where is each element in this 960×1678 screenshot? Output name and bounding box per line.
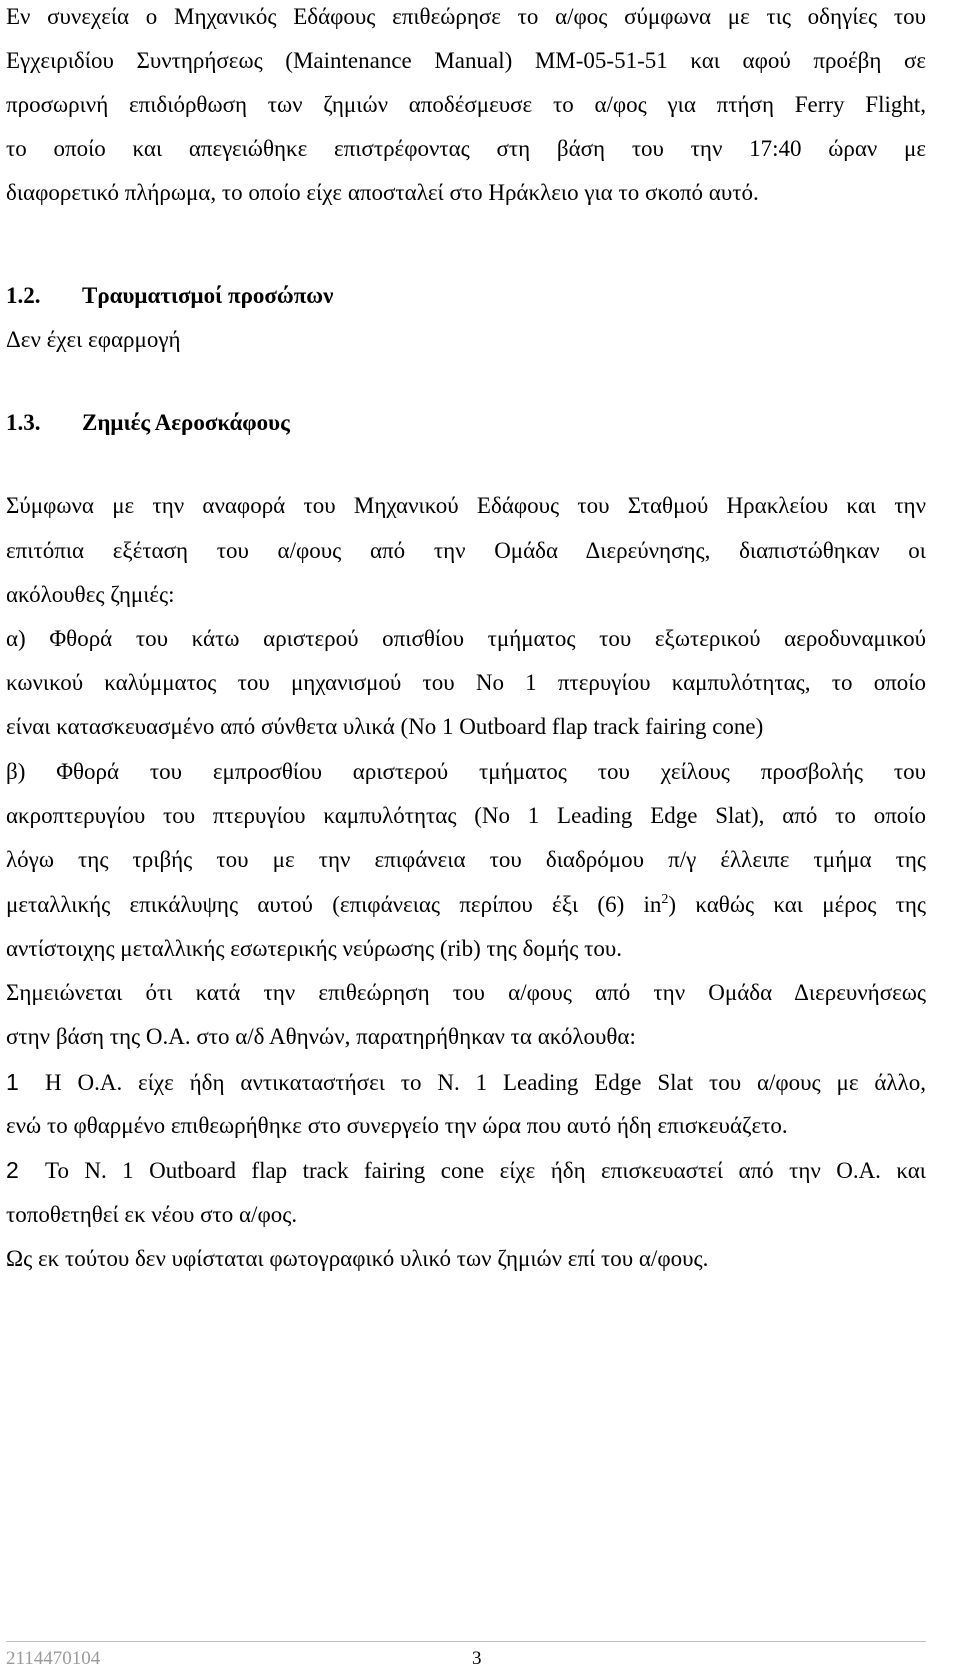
note-line-2: στην βάση της Ο.Α. στο α/δ Αθηνών, παρατηρήθηκαν τα ακόλουθα: [6, 1024, 636, 1049]
section-1-3-title: Ζημιές Αεροσκάφους [82, 410, 290, 435]
damage-b-line-3: λόγω της τριβής του με την επιφάνεια του διαδρόμου π/γ έλλειπε τμήμα της [6, 847, 926, 872]
section-1-2-number: 1.2. [6, 283, 41, 308]
section-1-3-intro-line-2: επιτόπια εξέταση του α/φους από την Ομάδα Διερεύνησης, διαπιστώθηκαν οι [6, 538, 926, 563]
footer-page-number: 3 [472, 1648, 482, 1669]
damage-b-line-4 [6, 890, 926, 920]
damage-a-line-1: α) Φθορά του κάτω αριστερού οπισθίου τμήματος του εξωτερικού αεροδυναμικού [6, 626, 926, 651]
superscript-2: 2 [661, 892, 669, 907]
note-line-1: Σημειώνεται ότι κατά την επιθεώρηση του α/φους από την Ομάδα Διερευνήσεως [6, 980, 926, 1005]
damage-b-line-4-text: μεταλλικής επικάλυψης αυτού (επιφάνειας περίπου έξι (6) in [6, 892, 662, 917]
observation-2-text: Το Ν. 1 Outboard flap track fairing cone είχε ήδη επισκευαστεί από την Ο.Α. και [45, 1158, 926, 1183]
damage-b-line-2: ακροπτερυγίου του πτερυγίου καμπυλότητας (No 1 Leading Edge Slat), από το οποίο [6, 803, 926, 828]
footer-divider [6, 1641, 926, 1642]
intro-line-1: Εν συνεχεία ο Μηχανικός Εδάφους επιθεώρησε το α/φος σύμφωνα με τις οδηγίες του [6, 4, 926, 29]
intro-line-2: Εγχειριδίου Συντηρήσεως (Maintenance Manual) ΜΜ-05-51-51 και αφού προέβη σε [6, 48, 926, 73]
section-1-3-intro-line-3: ακόλουθες ζημιές: [6, 582, 175, 607]
section-1-3-number: 1.3. [6, 410, 41, 435]
observation-2-line-1 [6, 1155, 926, 1186]
damage-a-line-3: είναι κατασκευασμένο από σύνθετα υλικά (No 1 Outboard flap track fairing cone) [6, 714, 764, 739]
observation-2-number: 2 [6, 1157, 19, 1183]
footer-document-id: 2114470104 [6, 1648, 101, 1669]
section-1-2-heading [6, 281, 926, 311]
section-1-3-heading [6, 408, 926, 438]
observation-1-line-1 [6, 1067, 926, 1098]
observation-2-line-2: τοποθετηθεί εκ νέου στο α/φος. [6, 1202, 298, 1227]
section-1-2-body: Δεν έχει εφαρμογή [6, 327, 181, 352]
observation-1-number: 1 [6, 1069, 19, 1095]
damage-b-line-4-tail: ) καθώς και μέρος της [668, 892, 926, 917]
intro-line-3: προσωρινή επιδιόρθωση των ζημιών αποδέσμευσε το α/φος για πτήση Ferry Flight, [6, 92, 926, 117]
observation-1-text: Η Ο.Α. είχε ήδη αντικαταστήσει το Ν. 1 Leading Edge Slat του α/φους με άλλο, [45, 1070, 926, 1095]
closing-sentence: Ως εκ τούτου δεν υφίσταται φωτογραφικό υλικό των ζημιών επί του α/φους. [6, 1246, 709, 1271]
damage-b-line-1: β) Φθορά του εμπροσθίου αριστερού τμήματος του χείλους προσβολής του [6, 759, 926, 784]
damage-b-line-5: αντίστοιχης μεταλλικής εσωτερικής νεύρωσης (rib) της δομής του. [6, 936, 623, 961]
section-1-3-intro-line-1: Σύμφωνα με την αναφορά του Μηχανικού Εδάφους του Σταθμού Ηρακλείου και την [6, 493, 926, 518]
section-1-2-title: Τραυματισμοί προσώπων [82, 283, 334, 308]
observation-1-line-2: ενώ το φθαρμένο επιθεωρήθηκε στο συνεργείο την ώρα που αυτό ήδη επισκευάζετο. [6, 1113, 788, 1138]
intro-line-5: διαφορετικό πλήρωμα, το οποίο είχε αποσταλεί στο Ηράκλειο για το σκοπό αυτό. [6, 180, 759, 205]
intro-line-4: το οποίο και απεγειώθηκε επιστρέφοντας στη βάση του την 17:40 ώραν με [6, 136, 926, 161]
damage-a-line-2: κωνικού καλύμματος του μηχανισμού του Νο 1 πτερυγίου καμπυλότητας, το οποίο [6, 670, 926, 695]
